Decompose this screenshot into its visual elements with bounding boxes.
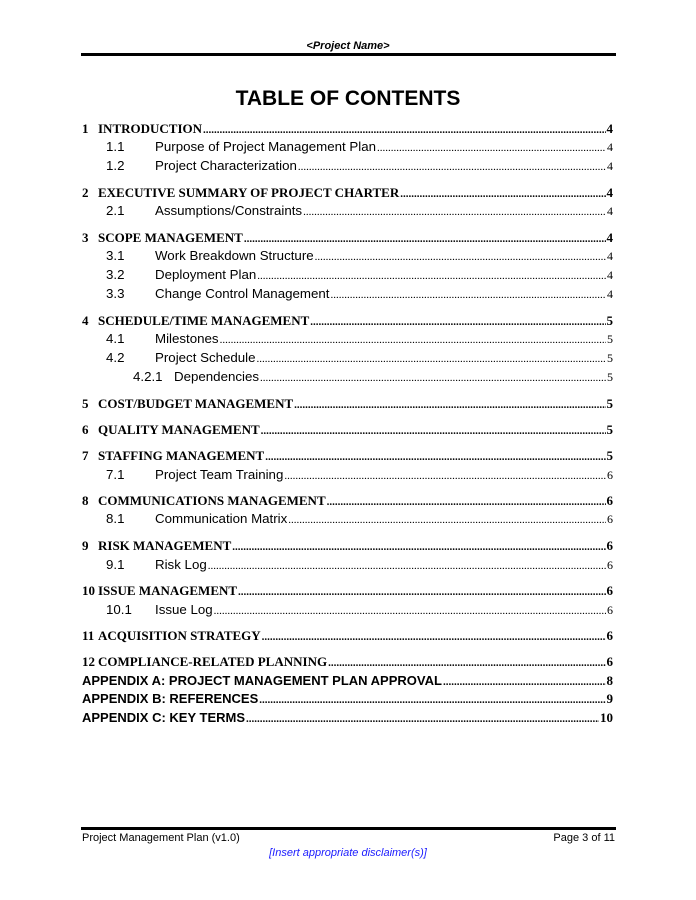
toc-entry-label: APPENDIX A: PROJECT MANAGEMENT PLAN APPROVAL (82, 673, 442, 688)
toc-entry-number: 3.1 (106, 248, 125, 263)
dot-leader (257, 270, 606, 282)
toc-entry-number: 8.1 (106, 511, 125, 526)
toc-entry-label: Communication Matrix (155, 511, 288, 526)
toc-entry-page-number: 4 (606, 121, 613, 136)
dot-leader (220, 334, 606, 346)
toc-entry[interactable] (82, 583, 613, 601)
toc-entry[interactable] (82, 557, 613, 575)
toc-entry-number: 10.1 (106, 602, 132, 617)
toc-entry-number: 2 (82, 185, 89, 200)
toc-entry-page-number: 5 (607, 332, 613, 346)
toc-entry-page-number: 4 (607, 159, 613, 173)
dot-leader (327, 496, 606, 508)
dot-leader (443, 676, 606, 688)
dot-leader (260, 372, 606, 384)
toc-entry-label: Project Team Training (155, 467, 284, 482)
toc-entry-number: 5 (82, 396, 89, 411)
toc-entry[interactable] (82, 139, 613, 157)
toc-entry-label: COMPLIANCE-RELATED PLANNING (98, 654, 328, 669)
toc-entry-page-number: 5 (606, 422, 613, 437)
toc-entry-number: 1.1 (106, 139, 125, 154)
page-indicator: Page 3 of 11 (553, 832, 615, 844)
toc-entry-page-number: 6 (607, 558, 613, 572)
toc-title: TABLE OF CONTENTS (235, 87, 461, 110)
toc-entry-page-number: 5 (606, 396, 613, 411)
dot-leader (232, 541, 605, 553)
toc-entry-number: 7 (82, 448, 89, 463)
toc-entry[interactable] (82, 673, 613, 691)
toc-entry-label: Deployment Plan (155, 267, 257, 282)
toc-entry-label: Project Characterization (155, 158, 297, 173)
toc-entry-number: 4 (82, 313, 89, 328)
dot-leader (265, 451, 605, 463)
toc-entry-label: SCHEDULE/TIME MANAGEMENT (98, 313, 310, 328)
toc-entry-label: ACQUISITION STRATEGY (98, 628, 261, 643)
toc-entry-number: 8 (82, 493, 89, 508)
toc-entry-page-number: 6 (606, 538, 613, 553)
toc-entry-number: 12 (82, 654, 95, 669)
toc-entry-number: 2.1 (106, 203, 125, 218)
toc-entry[interactable] (82, 369, 613, 387)
footer-rule (81, 827, 616, 830)
toc-entry[interactable] (82, 448, 613, 466)
dot-leader (259, 694, 605, 706)
toc-entry-label: SCOPE MANAGEMENT (98, 230, 243, 245)
toc-entry-label: Work Breakdown Structure (155, 248, 314, 263)
dot-leader (238, 586, 605, 598)
dot-leader (244, 233, 606, 245)
toc-entry[interactable] (82, 710, 613, 728)
toc-entry-label: COMMUNICATIONS MANAGEMENT (98, 493, 326, 508)
toc-entry-label: Risk Log (155, 557, 207, 572)
dot-leader (261, 425, 606, 437)
toc-entry-number: 1.2 (106, 158, 125, 173)
toc-entry[interactable] (82, 267, 613, 285)
toc-entry-page-number: 6 (607, 468, 613, 482)
toc-entry[interactable] (82, 654, 613, 672)
toc-entry-number: 10 (82, 583, 95, 598)
dot-leader (377, 142, 606, 154)
dot-leader (208, 560, 606, 572)
toc-entry-number: 3 (82, 230, 89, 245)
toc-entry-label: INTRODUCTION (98, 121, 203, 136)
dot-leader (214, 605, 606, 617)
toc-entry[interactable] (82, 230, 613, 248)
toc-entry-label: STAFFING MANAGEMENT (98, 448, 265, 463)
toc-entry-page-number: 6 (606, 628, 613, 643)
toc-entry[interactable] (82, 313, 613, 331)
toc-entry-number: 4.2.1 (133, 369, 163, 384)
dot-leader (284, 470, 606, 482)
toc-entry[interactable] (82, 121, 613, 139)
toc-entry-page-number: 6 (606, 583, 613, 598)
toc-entry-page-number: 4 (607, 249, 613, 263)
toc-entry[interactable] (82, 248, 613, 266)
dot-leader (246, 713, 599, 725)
toc-entry-page-number: 6 (607, 603, 613, 617)
toc-entry-page-number: 8 (606, 673, 613, 688)
toc-entry-page-number: 4 (606, 185, 613, 200)
toc-entry-number: 3.2 (106, 267, 125, 282)
toc-entry-label: Purpose of Project Management Plan (155, 139, 377, 154)
toc-entry-number: 4.1 (106, 331, 125, 346)
toc-entry[interactable] (82, 422, 613, 440)
toc-entry-label: Assumptions/Constraints (155, 203, 303, 218)
toc-entry-number: 7.1 (106, 467, 125, 482)
toc-entry-number: 3.3 (106, 286, 125, 301)
toc-entry-label: APPENDIX B: REFERENCES (82, 691, 259, 706)
toc-entry[interactable] (82, 396, 613, 414)
toc-entry-page-number: 4 (606, 230, 613, 245)
toc-entry[interactable] (82, 286, 613, 304)
toc-entry[interactable] (82, 691, 613, 709)
toc-entry-label: Issue Log (155, 602, 213, 617)
toc-entry-page-number: 5 (606, 313, 613, 328)
toc-entry[interactable] (82, 467, 613, 485)
toc-entry[interactable] (82, 331, 613, 349)
dot-leader (328, 657, 605, 669)
toc-entry-label: ISSUE MANAGEMENT (98, 583, 238, 598)
toc-entry-label: Change Control Management (155, 286, 330, 301)
dot-leader (400, 188, 605, 200)
toc-entry-label: EXECUTIVE SUMMARY OF PROJECT CHARTER (98, 185, 400, 200)
toc-entry-label: Project Schedule (155, 350, 256, 365)
toc-entry-number: 6 (82, 422, 89, 437)
toc-entry[interactable] (82, 185, 613, 203)
toc-entry[interactable] (82, 203, 613, 221)
toc-entry-page-number: 6 (607, 512, 613, 526)
toc-entry-number: 1 (82, 121, 89, 136)
toc-entry-page-number: 4 (607, 140, 613, 154)
toc-entry-page-number: 6 (606, 493, 613, 508)
toc-entry-page-number: 4 (607, 268, 613, 282)
toc-entry[interactable] (82, 493, 613, 511)
dot-leader (203, 124, 605, 136)
dot-leader (288, 514, 606, 526)
toc-entry-page-number: 5 (607, 351, 613, 365)
toc-entry-label: APPENDIX C: KEY TERMS (82, 710, 246, 725)
dot-leader (298, 161, 606, 173)
toc-entry-number: 9.1 (106, 557, 125, 572)
toc-entry-label: Dependencies (174, 369, 260, 384)
dot-leader (310, 316, 605, 328)
toc-entry-label: RISK MANAGEMENT (98, 538, 232, 553)
document-version: Project Management Plan (v1.0) (82, 832, 240, 844)
dot-leader (294, 399, 605, 411)
toc-entry[interactable] (82, 158, 613, 176)
toc-entry[interactable] (82, 350, 613, 368)
dot-leader (257, 353, 606, 365)
toc-entry-number: 4.2 (106, 350, 125, 365)
toc-entry-page-number: 6 (606, 654, 613, 669)
toc-entry-label: QUALITY MANAGEMENT (98, 422, 260, 437)
toc-entry-number: 9 (82, 538, 89, 553)
dot-leader (303, 206, 606, 218)
toc-entry[interactable] (82, 602, 613, 620)
toc-entry-number: 11 (82, 628, 95, 643)
dot-leader (262, 631, 606, 643)
toc-entry-label: Milestones (155, 331, 219, 346)
disclaimer-text: [Insert appropriate disclaimer(s)] (269, 847, 427, 859)
toc-entry[interactable] (82, 628, 613, 646)
toc-entry-page-number: 10 (600, 710, 613, 725)
dot-leader (315, 251, 606, 263)
toc-entry-page-number: 5 (606, 448, 613, 463)
toc-entry-page-number: 4 (607, 287, 613, 301)
toc-entry[interactable] (82, 511, 613, 529)
header-rule (81, 53, 616, 56)
toc-entry[interactable] (82, 538, 613, 556)
project-name-header: <Project Name> (306, 40, 390, 52)
toc-entry-label: COST/BUDGET MANAGEMENT (98, 396, 294, 411)
toc-entry-page-number: 5 (607, 370, 613, 384)
toc-entry-page-number: 4 (607, 204, 613, 218)
toc-entry-page-number: 9 (606, 691, 613, 706)
dot-leader (330, 289, 606, 301)
